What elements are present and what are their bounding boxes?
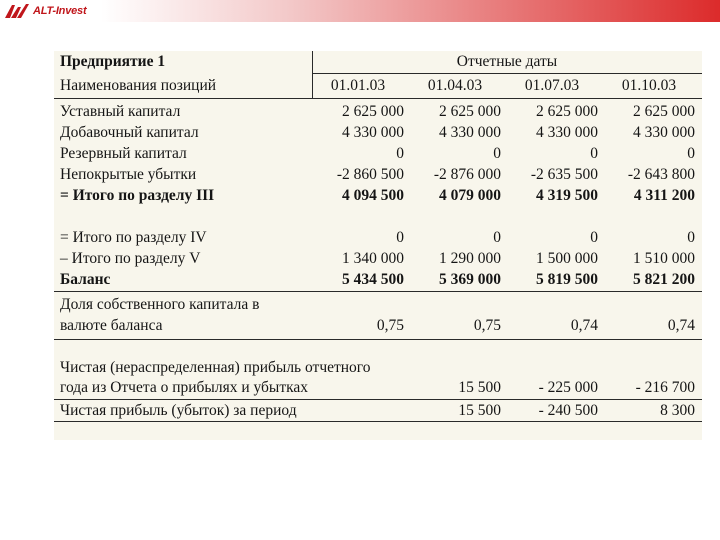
cell: 0 — [687, 145, 695, 162]
header-vertical-divider — [312, 51, 313, 98]
table-row — [54, 101, 702, 122]
cell: 15 500 — [458, 379, 501, 396]
cell: 5 819 500 — [536, 271, 598, 288]
cell: 1 510 000 — [633, 250, 695, 267]
cell: 5 369 000 — [439, 271, 501, 288]
row-label: Непокрытые убытки — [60, 166, 197, 183]
table-row — [54, 143, 702, 164]
cell: 5 434 500 — [342, 271, 404, 288]
header-bottom-line — [54, 98, 702, 99]
cell: 4 330 000 — [633, 124, 695, 141]
table-row — [54, 164, 702, 185]
table-header-row-1 — [54, 51, 702, 72]
row-label: Чистая прибыль (убыток) за период — [60, 402, 297, 419]
row-label: = Итого по разделу IV — [60, 229, 207, 246]
cell: - 216 700 — [635, 379, 695, 396]
cell: 0 — [493, 145, 501, 162]
balance-table — [54, 51, 702, 440]
cell: 2 625 000 — [439, 103, 501, 120]
cell: 4 079 000 — [439, 187, 501, 204]
cell: -2 860 500 — [336, 166, 404, 183]
table-row-balance — [54, 269, 702, 290]
table-row-net-profit — [54, 400, 702, 421]
cell: 4 319 500 — [536, 187, 598, 204]
row-label: = Итого по разделу III — [60, 187, 215, 204]
cell: -2 643 800 — [627, 166, 695, 183]
cell: 4 330 000 — [342, 124, 404, 141]
cell: 5 821 200 — [633, 271, 695, 288]
cell: -2 635 500 — [530, 166, 598, 183]
net-profit-divider — [54, 421, 702, 422]
cell: 15 500 — [458, 402, 501, 419]
date-col-2: 01.04.03 — [427, 77, 483, 94]
cell: 0 — [687, 229, 695, 246]
date-col-1: 01.01.03 — [330, 77, 386, 94]
cell: 8 300 — [660, 402, 695, 419]
cell: 0,75 — [473, 317, 501, 334]
row-label: Баланс — [60, 271, 111, 288]
company-title: Предприятие 1 — [60, 53, 166, 70]
cell: 4 311 200 — [633, 187, 695, 204]
row-label: Доля собственного капитала в — [60, 296, 260, 313]
cell: 0 — [396, 229, 404, 246]
table-row-equity-share-2 — [54, 315, 702, 336]
row-label: Уставный капитал — [60, 103, 181, 120]
alt-invest-logo-icon — [4, 3, 30, 19]
cell: - 240 500 — [538, 402, 598, 419]
balance-divider — [54, 291, 702, 292]
cell: 0,75 — [376, 317, 404, 334]
header-divider — [312, 73, 702, 74]
cell: 4 330 000 — [439, 124, 501, 141]
row-label: – Итого по разделу V — [60, 250, 201, 267]
cell: 0,74 — [667, 317, 695, 334]
header-gradient-bar — [0, 0, 720, 22]
cell: 0 — [493, 229, 501, 246]
equity-divider — [54, 339, 702, 340]
cell: 0 — [590, 229, 598, 246]
cell: 1 500 000 — [536, 250, 598, 267]
positions-label: Наименования позиций — [60, 77, 217, 94]
cell: 1 290 000 — [439, 250, 501, 267]
cell: 0 — [590, 145, 598, 162]
dates-header: Отчетные даты — [456, 53, 558, 70]
cell: - 225 000 — [538, 379, 598, 396]
cell: 4 094 500 — [342, 187, 404, 204]
row-label: валюте баланса — [60, 317, 163, 334]
row-label: Добавочный капитал — [60, 124, 199, 141]
table-row-equity-share-1 — [54, 294, 702, 315]
row-label: Чистая (нераспределенная) прибыль отчетного — [60, 359, 371, 376]
cell: -2 876 000 — [433, 166, 501, 183]
row-label: Резервный капитал — [60, 145, 187, 162]
cell: 2 625 000 — [536, 103, 598, 120]
cell: 2 625 000 — [633, 103, 695, 120]
table-row-retained-profit-1 — [54, 357, 702, 378]
table-row — [54, 248, 702, 269]
cell: 2 625 000 — [342, 103, 404, 120]
logo-text: ALT-Invest — [33, 5, 87, 17]
cell: 4 330 000 — [536, 124, 598, 141]
row-label: года из Отчета о прибылях и убытках — [60, 379, 309, 396]
table-row — [54, 122, 702, 143]
table-row — [54, 227, 702, 248]
date-col-4: 01.10.03 — [621, 77, 677, 94]
table-row-total — [54, 185, 702, 206]
cell: 1 340 000 — [342, 250, 404, 267]
cell: 0 — [396, 145, 404, 162]
date-col-3: 01.07.03 — [524, 77, 580, 94]
cell: 0,74 — [570, 317, 598, 334]
logo — [4, 2, 86, 20]
table-row-retained-profit-2 — [54, 377, 702, 398]
table-header-row-2 — [54, 75, 702, 96]
